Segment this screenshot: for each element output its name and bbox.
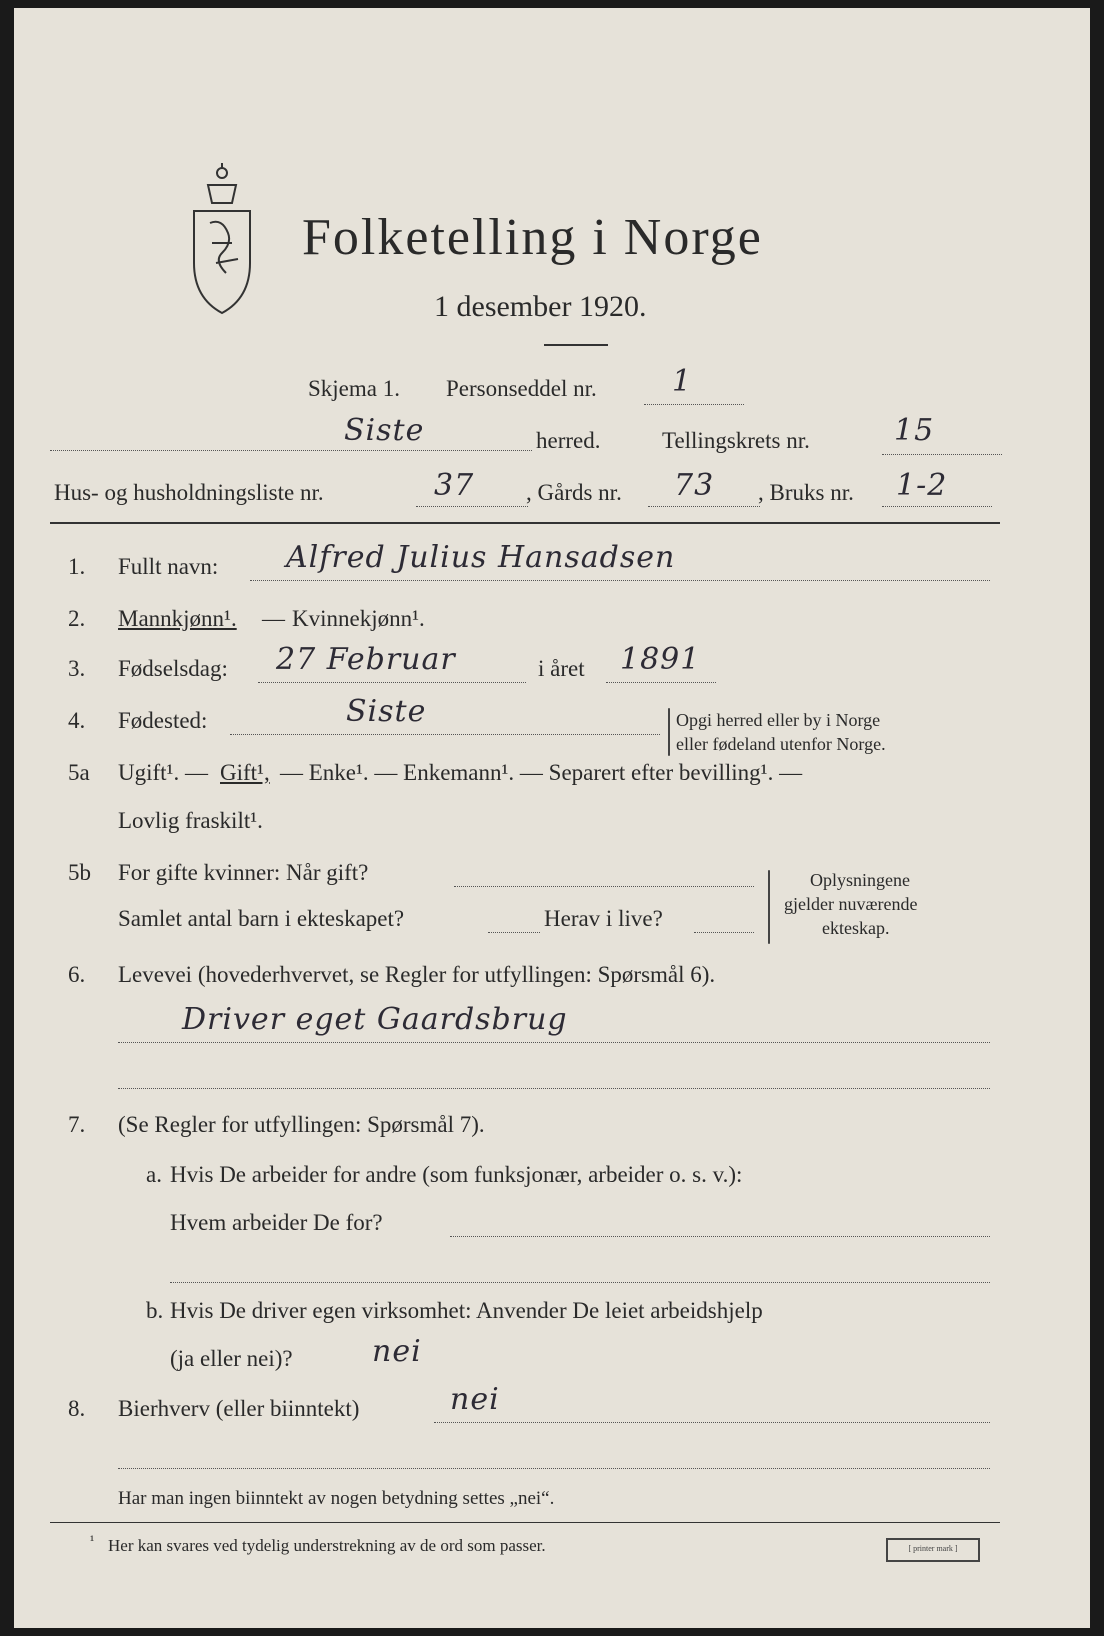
gards-value[interactable]: 73	[674, 468, 715, 503]
q6-label: Levevei (hovederhvervet, se Regler for utfyllingen: Spørsmål 6).	[118, 962, 716, 987]
birthdate-value[interactable]: 27 Februar	[276, 642, 456, 677]
census-form-sheet	[14, 8, 1090, 1628]
birthplace-value[interactable]: Siste	[346, 694, 427, 729]
census-date: 1 desember 1920.	[434, 290, 647, 323]
herred-label: herred.	[536, 428, 601, 453]
secondary-income-value[interactable]: nei	[450, 1382, 500, 1417]
q5b-note-3: ekteskap.	[822, 918, 890, 938]
footer-rule	[50, 1522, 1000, 1523]
footnote-mark: ¹	[90, 1534, 95, 1549]
q6-number: 6.	[68, 962, 86, 987]
skjema-label: Skjema 1.	[308, 376, 400, 401]
form-title: Folketelling i Norge	[302, 209, 763, 266]
status-fraskilt[interactable]: Lovlig fraskilt¹.	[118, 808, 263, 833]
q4-note-2: eller fødeland utenfor Norge.	[676, 734, 886, 754]
personseddel-value[interactable]: 1	[672, 364, 693, 399]
q4-label: Fødested:	[118, 708, 208, 733]
gender-sep: —	[262, 606, 285, 631]
q7b-label-1: Hvis De driver egen virksomhet: Anvender De leiet arbeidshjelp	[170, 1298, 763, 1323]
full-name-value[interactable]: Alfred Julius Hansadsen	[286, 540, 676, 575]
gender-female[interactable]: Kvinnekjønn¹.	[292, 606, 425, 631]
personseddel-label: Personseddel nr.	[446, 376, 597, 401]
q5a-number: 5a	[68, 760, 90, 785]
q1-number: 1.	[68, 554, 86, 579]
q7a-label-2: Hvem arbeider De for?	[170, 1210, 383, 1235]
q3-year-label: i året	[538, 656, 585, 681]
q7b-letter: b.	[146, 1298, 164, 1323]
gender-male[interactable]: Mannkjønn¹.	[118, 606, 237, 631]
occupation-value[interactable]: Driver eget Gaardsbrug	[182, 1002, 568, 1037]
status-ugift[interactable]: Ugift¹. —	[118, 760, 208, 785]
q1-label: Fullt navn:	[118, 554, 219, 579]
bruks-label: , Bruks nr.	[758, 480, 854, 505]
q7b-label-2: (ja eller nei)?	[170, 1346, 293, 1371]
tellingskrets-label: Tellingskrets nr.	[662, 428, 810, 453]
footnote: Her kan svares ved tydelig understrekning av de ord som passer.	[108, 1536, 546, 1555]
header-rule	[50, 522, 1000, 524]
birthyear-value[interactable]: 1891	[620, 642, 701, 677]
hus-value[interactable]: 37	[434, 468, 475, 503]
q7a-letter: a.	[146, 1162, 162, 1187]
hus-label: Hus- og husholdningsliste nr.	[54, 480, 324, 505]
status-gift[interactable]: Gift¹,	[220, 760, 270, 785]
q5b-note-1: Oplysningene	[810, 870, 910, 890]
q8-label: Bierhverv (eller biinntekt)	[118, 1396, 360, 1421]
q3-number: 3.	[68, 656, 86, 681]
q7-label: (Se Regler for utfyllingen: Spørsmål 7).	[118, 1112, 485, 1137]
bruks-value[interactable]: 1-2	[896, 468, 948, 503]
q3-label: Fødselsdag:	[118, 656, 228, 681]
footer-note: Har man ingen biinntekt av nogen betydning settes „nei“.	[118, 1488, 555, 1509]
q7a-label-1: Hvis De arbeider for andre (som funksjonær, arbeider o. s. v.):	[170, 1162, 743, 1187]
q4-number: 4.	[68, 708, 86, 733]
q4-note-1: Opgi herred eller by i Norge	[676, 710, 881, 730]
q5b-label-children: Samlet antal barn i ekteskapet?	[118, 906, 405, 931]
q2-number: 2.	[68, 606, 86, 631]
herred-value[interactable]: Siste	[344, 413, 425, 448]
printer-stamp: [ printer mark ]	[886, 1538, 980, 1562]
q7-number: 7.	[68, 1112, 86, 1137]
gards-label: , Gårds nr.	[526, 480, 622, 505]
title-divider	[544, 344, 608, 346]
q5b-label-married: For gifte kvinner: Når gift?	[118, 860, 369, 885]
q5b-number: 5b	[68, 860, 91, 885]
q8-number: 8.	[68, 1396, 86, 1421]
q5b-note-2: gjelder nuværende	[784, 894, 918, 914]
norwegian-coat-of-arms-icon	[182, 163, 262, 318]
status-other[interactable]: — Enke¹. — Enkemann¹. — Separert efter bevilling¹. —	[280, 760, 803, 785]
q5b-label-alive: Herav i live?	[544, 906, 663, 931]
hired-help-value[interactable]: nei	[372, 1334, 422, 1369]
tellingskrets-value[interactable]: 15	[894, 413, 935, 448]
